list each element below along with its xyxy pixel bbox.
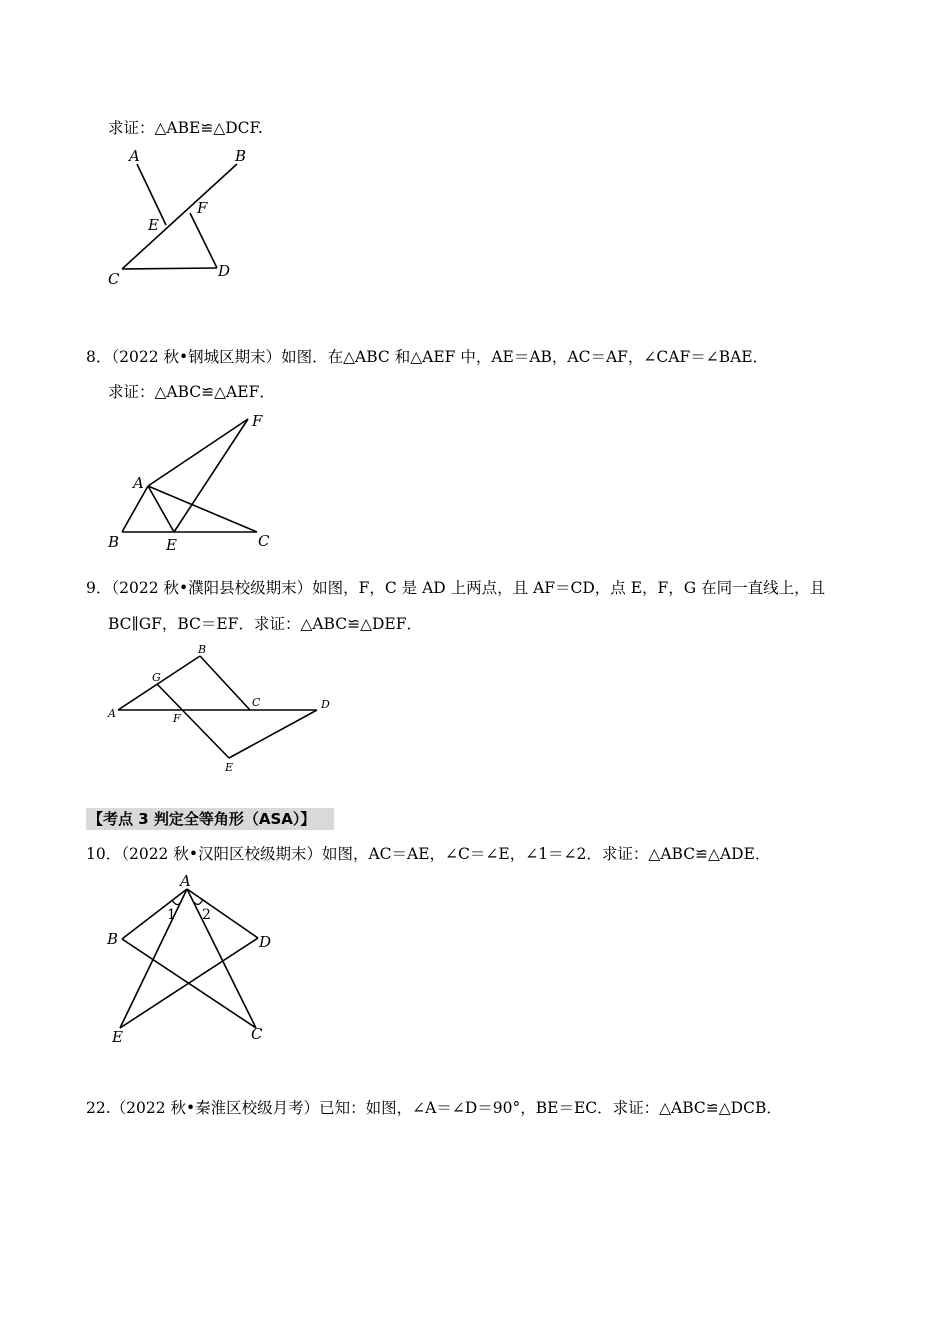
q9-label-f: F xyxy=(173,712,181,725)
q9-label-a: A xyxy=(108,707,116,720)
q10-angle-1: 1 xyxy=(167,907,176,923)
q10-label-e: E xyxy=(112,1028,123,1046)
q10-label-a: A xyxy=(180,872,191,890)
q10-problem: 10．（2022 秋•汉阳区校级期末）如图，AC＝AE，∠C＝∠E，∠1＝∠2．求证：△ABC≌△ADE． xyxy=(86,845,771,863)
q8-proof: 求证：△ABC≌△AEF． xyxy=(108,383,275,401)
q7-proof: 求证：△ABE≌△DCF. xyxy=(108,119,263,137)
q7-label-c: C xyxy=(108,270,120,288)
q8-label-b: B xyxy=(108,533,120,551)
q8-problem: 8．（2022 秋•钢城区期末）如图．在△ABC 和△AEF 中，AE＝AB，AC＝AF，∠CAF＝∠BAE． xyxy=(86,348,769,366)
q22-problem: 22.（2022 秋•秦淮区校级月考）已知：如图，∠A＝∠D＝90°，BE＝EC．求证：△ABC≌△DCB． xyxy=(86,1099,782,1117)
q7-label-d: D xyxy=(218,262,231,280)
q9-label-g: G xyxy=(152,671,161,684)
q10-label-c: C xyxy=(251,1025,263,1043)
section-heading: 【考点 3 判定全等角形（ASA）】 xyxy=(86,808,334,830)
q9-problem-line1: 9．（2022 秋•濮阳县校级期末）如图，F，C 是 AD 上两点，且 AF＝CD，点 E，F，G 在同一直线上，且 xyxy=(86,579,826,597)
q10-label-d: D xyxy=(259,933,272,951)
q9-figure xyxy=(100,640,340,778)
q7-label-e: E xyxy=(148,216,159,234)
q7-label-f: F xyxy=(197,199,208,217)
q9-label-d: D xyxy=(321,698,330,711)
q10-figure xyxy=(100,872,290,1047)
q9-problem-line2: BC∥GF，BC＝EF．求证：△ABC≌△DEF． xyxy=(108,615,422,633)
q8-label-f: F xyxy=(252,412,263,430)
q7-label-a: A xyxy=(129,147,140,165)
q8-figure xyxy=(100,408,280,556)
q9-label-c: C xyxy=(252,696,261,709)
q10-angle-2: 2 xyxy=(202,907,211,923)
q9-label-b: B xyxy=(198,643,207,656)
q8-label-a: A xyxy=(133,474,144,492)
q8-label-c: C xyxy=(258,532,270,550)
q7-figure xyxy=(100,145,260,290)
q7-label-b: B xyxy=(235,147,247,165)
q10-label-b: B xyxy=(107,930,119,948)
q8-label-e: E xyxy=(166,536,177,554)
q9-label-e: E xyxy=(225,761,234,774)
